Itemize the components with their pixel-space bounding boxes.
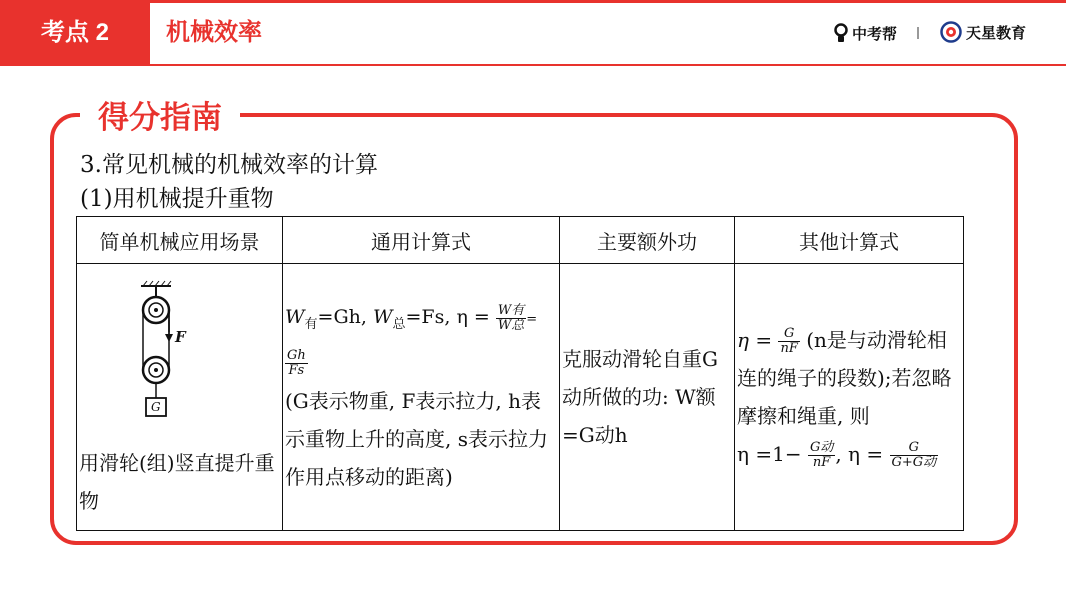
header-cell-scene: 简单机械应用场景 (77, 217, 283, 264)
header-cell-other: 其他计算式 (735, 217, 964, 264)
page-title: 机械效率 (166, 19, 262, 46)
logo-separator (917, 27, 919, 39)
pulley-diagram (137, 280, 197, 432)
header-bottom-line (0, 64, 1066, 66)
force-label: F (175, 328, 186, 346)
f2-den: nF (812, 455, 831, 470)
scene-cell (77, 264, 283, 531)
header-cell-general: 通用计算式 (283, 217, 560, 264)
frac1-num: W有 (497, 302, 525, 318)
eq-mid: = (526, 312, 538, 328)
f1-num: G (778, 327, 799, 342)
other-formula-cell (735, 264, 964, 531)
other-formula-1 (737, 321, 961, 435)
topic-tag: 考点 2 (0, 0, 150, 66)
sep-text: , η = (835, 442, 890, 466)
scene-label: 用滑轮(组)竖直提升重物 (79, 451, 275, 513)
eq2-text: =Fs, η = (405, 306, 496, 329)
eta-prefix: η = (737, 328, 779, 352)
fraction-g-nf (778, 327, 799, 356)
globe-icon (940, 21, 962, 43)
f3-num: G (890, 441, 939, 456)
general-description: (G表示物重, F表示拉力, h表示重物上升的高度, s表示拉力作用点移动的距离) (285, 388, 548, 489)
tianxing-logo (940, 20, 1026, 44)
section-heading: 3.常见机械的机械效率的计算 (80, 152, 378, 178)
other-text: (n是与动滑轮相连的绳子的段数);若忽略摩擦和绳重, 则 (737, 328, 952, 428)
header-top-line (0, 0, 1066, 3)
weight-label: G (151, 400, 161, 414)
frac1-den: W总 (497, 317, 525, 333)
frac2-num: Gh (287, 348, 306, 364)
logo1-text: 中考帮 (852, 24, 898, 43)
w-you-symbol: W (285, 306, 305, 329)
header-cell-extra: 主要额外功 (560, 217, 735, 264)
general-formula-cell (283, 264, 560, 531)
general-formula (285, 298, 557, 382)
zhongkaobang-logo (834, 22, 897, 44)
pulley-system-figure (137, 280, 197, 420)
eta2-prefix: η =1− (737, 442, 808, 466)
section-subheading: (1)用机械提升重物 (80, 186, 274, 212)
f3-den: G+G动 (891, 455, 937, 470)
frac2-den: Fs (288, 363, 305, 379)
eq1-text: =Gh, (317, 306, 373, 329)
extra-work-cell (560, 264, 735, 531)
w-zong-sub: 总 (392, 316, 406, 332)
extra-work-text: 克服动滑轮自重G动所做的功: W额=G动h (562, 347, 718, 447)
f2-num: G动 (809, 440, 834, 455)
f1-den: nF (780, 341, 798, 356)
other-formula-2 (737, 435, 961, 473)
w-you-sub: 有 (304, 316, 318, 332)
bulb-icon (834, 23, 848, 43)
fraction-gd-nf (808, 441, 835, 470)
fraction-w (496, 304, 526, 333)
table-row (77, 264, 964, 531)
section-title: 得分指南 (80, 98, 240, 138)
header-bar (0, 0, 1066, 66)
fraction-g-ggd (890, 441, 939, 470)
table-header-row (77, 217, 964, 264)
fraction-gh (285, 349, 308, 378)
w-zong-symbol: W (372, 306, 393, 329)
efficiency-table (76, 216, 964, 531)
logo2-text: 天星教育 (966, 23, 1027, 42)
